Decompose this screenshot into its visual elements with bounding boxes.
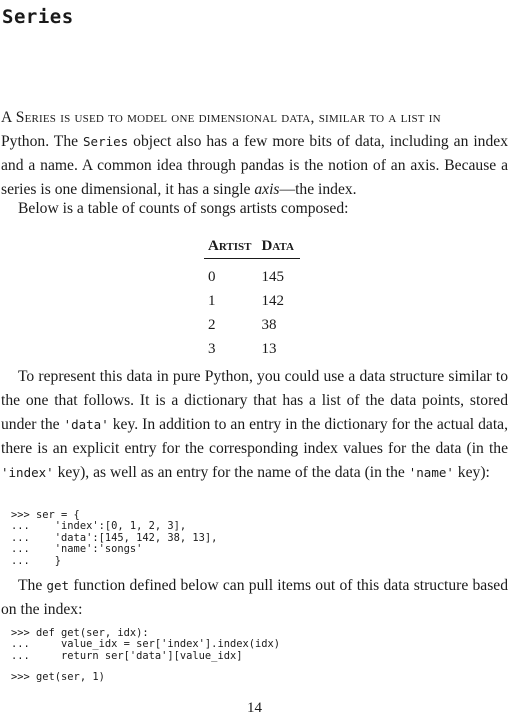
intro-lead-smallcaps: A Series is used to model one dimensional data, similar to a list in	[1, 109, 441, 126]
table-cell: 145	[261, 269, 284, 285]
table-cell: 13	[261, 341, 277, 357]
dict-text-4: key):	[453, 464, 490, 481]
code-block-get-call: >>> get(ser, 1)	[11, 671, 105, 683]
inline-code-data: 'data'	[63, 417, 109, 432]
page-number: 14	[247, 700, 262, 716]
get-function-paragraph	[1, 574, 508, 622]
section-heading: Series	[2, 6, 74, 28]
table-cell: 142	[261, 293, 284, 309]
intro-text-1: Python. The	[1, 133, 84, 150]
code-block-dict: >>> ser = { ... 'index':[0, 1, 2, 3], ... 'data':[145, 142, 38, 13], ... 'name':'songs' ... }	[11, 509, 218, 567]
table-row	[204, 337, 300, 361]
dict-text-2: key. In addition to an entry in the dictionary for the actual data, there is an explicit entry for the corresponding index values for the data (in the	[1, 416, 508, 457]
code-block-get-def: >>> def get(ser, idx): ... value_idx = ser['index'].index(idx) ... return ser['data'][value_idx]	[11, 627, 280, 662]
songs-table	[204, 236, 300, 361]
get-text-1: The	[18, 577, 47, 594]
dict-text-1: To represent this data in pure Python, you could use a data structure similar to the one that follows. It is a dictionary that has a list of the data points, stored under the	[1, 368, 508, 433]
inline-code-name: 'name'	[408, 465, 454, 480]
axis-emphasis: axis	[254, 181, 280, 198]
table-row	[204, 259, 300, 290]
intro-text-3: —the index.	[279, 181, 357, 198]
table-cell: 1	[208, 293, 216, 309]
table-cell: 2	[208, 317, 216, 333]
table-row	[204, 289, 300, 313]
dictionary-explanation-paragraph	[1, 365, 508, 485]
header-artist: Artist	[204, 236, 257, 259]
table-intro-paragraph: Below is a table of counts of songs artists composed:	[18, 200, 349, 217]
dict-text-3: key), as well as an entry for the name of the data (in the	[53, 464, 409, 481]
header-data: Data	[257, 236, 299, 259]
inline-code-series: Series	[83, 134, 129, 149]
get-text-2: function defined below can pull items out of this data structure based on the index:	[1, 577, 508, 618]
table-cell: 38	[261, 317, 277, 333]
inline-code-index: 'index'	[1, 465, 54, 480]
intro-text-2: object also has a few more bits of data, including an index and a name. A common idea through pandas is the notion of an axis. Because a series is one dimensional, it has a single	[1, 133, 508, 198]
table-row	[204, 313, 300, 337]
intro-paragraph	[1, 106, 508, 202]
table-cell: 0	[208, 269, 216, 285]
inline-code-get: get	[46, 578, 70, 593]
table-header-row	[204, 236, 300, 259]
table-cell: 3	[208, 341, 216, 357]
